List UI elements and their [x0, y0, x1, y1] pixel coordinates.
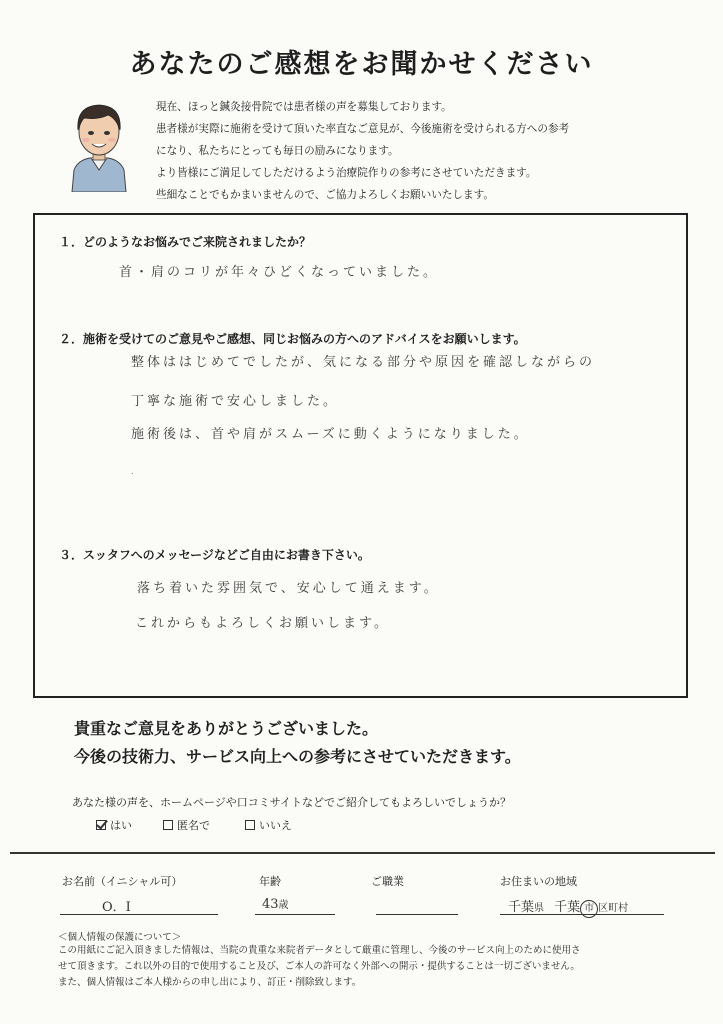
intro-line: 現在、ほっと鍼灸接骨院では患者様の声を募集しております。 [156, 101, 452, 113]
stray-mark: . [131, 467, 134, 476]
consent-option-label: 匿名で [177, 819, 210, 832]
checkbox-empty-icon[interactable] [163, 820, 173, 830]
area-label: お住まいの地域 [500, 875, 577, 888]
area-underline [500, 914, 664, 915]
consent-question: あなた様の声を、ホームページや口コミサイトなどでご紹介してもよろしいでしょうか？ [72, 796, 512, 809]
privacy-notice [58, 943, 668, 991]
name-value[interactable]: O．I [102, 900, 131, 915]
answer-2-line: 丁寧な施術で安心しました。 [131, 394, 340, 409]
pref-unit: 県 [534, 903, 545, 914]
page-title: あなたのご感想をお聞かせください [129, 49, 594, 80]
city-value: 千葉 [554, 900, 581, 915]
privacy-line: また、個人情報はご本人様からの申し出により、訂正・削除致します。 [58, 977, 362, 988]
age-label: 年齢 [259, 875, 281, 888]
section-divider [10, 852, 715, 854]
answer-3-line: 落ち着いた雰囲気で、安心して通えます。 [137, 581, 440, 596]
answer-1-line: 首・肩のコリが年々ひどくなっていました。 [119, 265, 440, 280]
staff-avatar-illustration [64, 96, 134, 192]
intro-text [156, 96, 696, 206]
privacy-line: せて頂きます。これ以外の目的で使用すること及び、ご本人の許可なく外部への開示・提供することは一切ございません。 [58, 961, 580, 972]
answer-2-line: 施術後は、首や肩がスムーズに動くようになりました。 [131, 427, 530, 442]
intro-line: になり、私たちにとっても毎日の励みになります。 [156, 145, 399, 157]
age-value: 43 [262, 897, 279, 912]
name-label: お名前（イニシャル可） [62, 875, 183, 888]
intro-line: 些細なことでもかまいませんので、ご協力よろしくお願いいたします。 [156, 189, 494, 201]
question-2-label: ２．施術を受けてのご意見やご感想、同じお悩みの方へのアドバイスをお願いします。 [59, 332, 526, 346]
privacy-title: ＜個人情報の保護について＞ [58, 932, 182, 943]
age-field[interactable] [262, 896, 289, 912]
checkbox-empty-icon[interactable] [245, 820, 255, 830]
city-unit-circled: 市 [580, 900, 598, 918]
privacy-line: この用紙にご記入頂きました情報は、当院の貴重な来院者データとして厳重に管理し、今後のサービス向上のために使用さ [58, 945, 581, 956]
job-underline [376, 914, 458, 915]
answer-2-line: 整体ははじめてでしたが、気になる部分や原因を確認しながらの [131, 355, 596, 370]
age-underline [255, 914, 335, 915]
consent-option-no[interactable] [245, 817, 292, 833]
city-unit-rest: 区町村 [598, 903, 629, 914]
checkbox-checked-icon[interactable] [96, 820, 106, 830]
thanks-line-2: 今後の技術力、サービス向上への参考にさせていただきます。 [74, 747, 521, 766]
consent-option-yes[interactable] [96, 817, 132, 833]
name-underline [60, 914, 218, 915]
question-3-label: ３．スッタフへのメッセージなどご自由にお書き下さい。 [59, 548, 370, 562]
pref-value: 千葉 [508, 900, 535, 915]
consent-option-label: いいえ [259, 819, 292, 832]
job-label: ご職業 [371, 875, 404, 888]
thanks-line-1: 貴重なご意見をありがとうございました。 [74, 719, 379, 738]
age-unit: 歳 [278, 900, 289, 911]
questions-box [33, 213, 688, 698]
intro-line: より皆様にご満足してしただけるよう治療院作りの参考にさせていただきます。 [156, 167, 537, 179]
consent-option-label: はい [110, 819, 132, 832]
intro-line: 患者様が実際に施術を受けて頂いた率直なご意見が、今後施術を受けられる方への参考 [156, 123, 570, 135]
question-1-label: １．どのようなお悩みでご来院されましたか？ [59, 235, 312, 249]
consent-option-anonymous[interactable] [163, 817, 210, 833]
answer-3-line: これからもよろしくお願いします。 [135, 616, 390, 631]
